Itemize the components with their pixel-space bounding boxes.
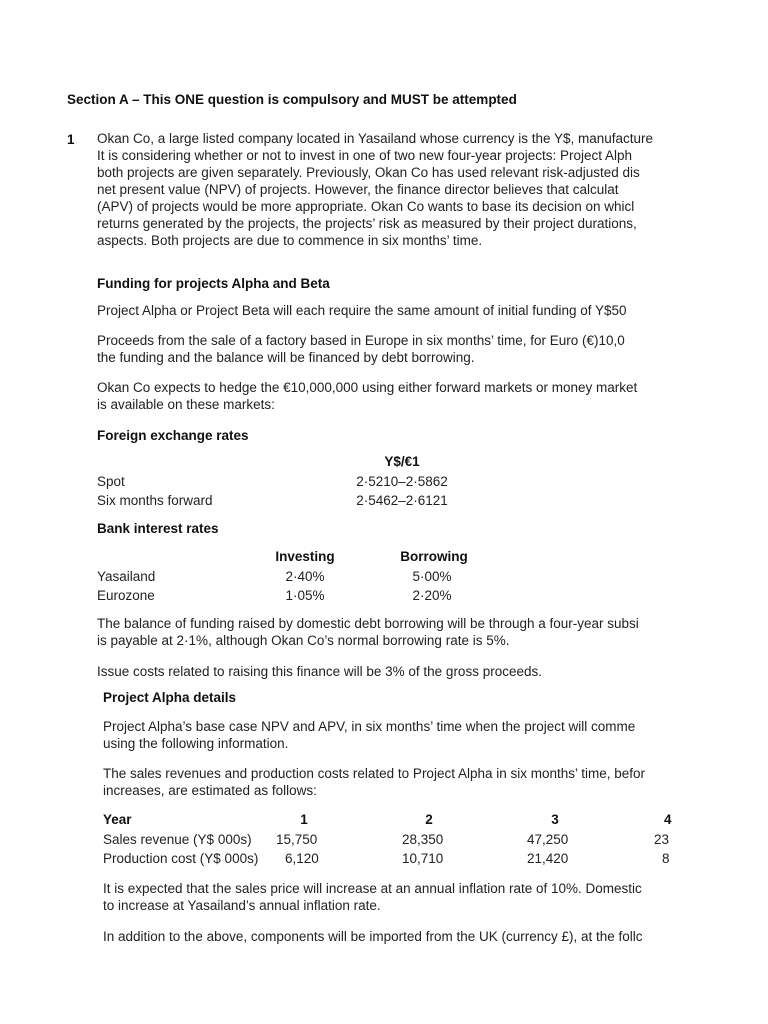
fx-row-label: Spot	[97, 474, 125, 489]
intro-line: net present value (NPV) of projects. However, the finance director believes that calculat	[97, 182, 619, 197]
paragraph-line: to increase at Yasailand’s annual inflation rate.	[103, 898, 381, 913]
alpha-table-header-year-2: 2	[425, 812, 433, 827]
alpha-table-header-year-3: 3	[551, 812, 559, 827]
bank-row-investing: 2·40%	[285, 569, 325, 584]
alpha-row-value: 21,420	[527, 851, 569, 866]
issue-costs-paragraph	[97, 663, 677, 680]
alpha-paragraph-1	[103, 718, 683, 752]
paragraph-line: It is expected that the sales price will increase at an annual inflation rate of 10%. Domestic	[103, 881, 642, 896]
alpha-heading: Project Alpha details	[103, 690, 237, 705]
alpha-table-header-year-1: 1	[300, 812, 308, 827]
intro-line: (APV) of projects would be more appropriate. Okan Co wants to base its decision on whicl	[97, 199, 635, 214]
fx-column-header: Y$/€1	[384, 454, 420, 469]
bank-row-label: Yasailand	[97, 569, 156, 584]
intro-line: both projects are given separately. Previously, Okan Co has used relevant risk-adjusted dis	[97, 165, 640, 180]
alpha-table-header-year: Year	[103, 812, 132, 827]
paragraph-line: using the following information.	[103, 736, 289, 751]
fx-row-label: Six months forward	[97, 493, 213, 508]
alpha-paragraph-2	[103, 765, 683, 799]
paragraph-line: is payable at 2·1%, although Okan Co’s normal borrowing rate is 5%.	[97, 633, 510, 648]
intro-line: It is considering whether or not to invest in one of two new four-year projects: Project Alph	[97, 148, 633, 163]
subsidy-paragraph	[97, 615, 677, 649]
paragraph-line: Proceeds from the sale of a factory based in Europe in six months’ time, for Euro (€)10,0	[97, 333, 625, 348]
question-intro	[97, 130, 677, 249]
alpha-row-value: 15,750	[276, 832, 318, 847]
paragraph-line: is available on these markets:	[97, 397, 275, 412]
alpha-row-label: Sales revenue (Y$ 000s)	[103, 832, 252, 847]
fx-row-value: 2·5210–2·5862	[356, 474, 448, 489]
paragraph-line: increases, are estimated as follows:	[103, 783, 317, 798]
alpha-row-value: 23	[654, 832, 670, 847]
paragraph-line: Okan Co expects to hedge the €10,000,000 using either forward markets or money market	[97, 380, 638, 395]
funding-paragraph-1	[97, 302, 677, 319]
paragraph-line: The balance of funding raised by domestic debt borrowing will be through a four-year subsi	[97, 616, 639, 631]
alpha-row-value: 10,710	[402, 851, 444, 866]
alpha-paragraph-4	[103, 928, 683, 945]
alpha-row-value: 47,250	[527, 832, 569, 847]
section-title: Section A – This ONE question is compulsory and MUST be attempted	[67, 92, 517, 107]
alpha-row-value: 6,120	[285, 851, 319, 866]
bank-header-investing: Investing	[275, 549, 335, 564]
paragraph-line: Issue costs related to raising this finance will be 3% of the gross proceeds.	[97, 664, 542, 679]
bank-row-borrowing: 2·20%	[412, 588, 452, 603]
alpha-paragraph-3	[103, 880, 683, 914]
alpha-row-label: Production cost (Y$ 000s)	[103, 851, 259, 866]
fx-row-value: 2·5462–2·6121	[356, 493, 448, 508]
funding-paragraph-3	[97, 379, 677, 413]
intro-line: returns generated by the projects, the projects’ risk as measured by their project durations,	[97, 216, 637, 231]
paragraph-line: the funding and the balance will be financed by debt borrowing.	[97, 350, 475, 365]
bank-row-investing: 1·05%	[285, 588, 325, 603]
alpha-row-value: 28,350	[402, 832, 444, 847]
question-number: 1	[67, 132, 75, 147]
paragraph-line: Project Alpha’s base case NPV and APV, in six months’ time when the project will comme	[103, 719, 636, 734]
paragraph-line: Project Alpha or Project Beta will each require the same amount of initial funding of Y$50	[97, 303, 627, 318]
bank-row-label: Eurozone	[97, 588, 155, 603]
paragraph-line: In addition to the above, components will be imported from the UK (currency £), at the follc	[103, 929, 643, 944]
funding-heading: Funding for projects Alpha and Beta	[97, 276, 330, 291]
bank-header-borrowing: Borrowing	[400, 549, 468, 564]
intro-line: Okan Co, a large listed company located in Yasailand whose currency is the Y$, manufacture	[97, 131, 654, 146]
paragraph-line: The sales revenues and production costs related to Project Alpha in six months’ time, befor	[103, 766, 646, 781]
bank-row-borrowing: 5·00%	[412, 569, 452, 584]
intro-line: aspects. Both projects are due to commence in six months’ time.	[97, 233, 483, 248]
fx-heading: Foreign exchange rates	[97, 428, 249, 443]
funding-paragraph-2	[97, 332, 677, 366]
alpha-table-header-year-4: 4	[664, 812, 672, 827]
bank-heading: Bank interest rates	[97, 521, 219, 536]
alpha-row-value: 8	[662, 851, 670, 866]
